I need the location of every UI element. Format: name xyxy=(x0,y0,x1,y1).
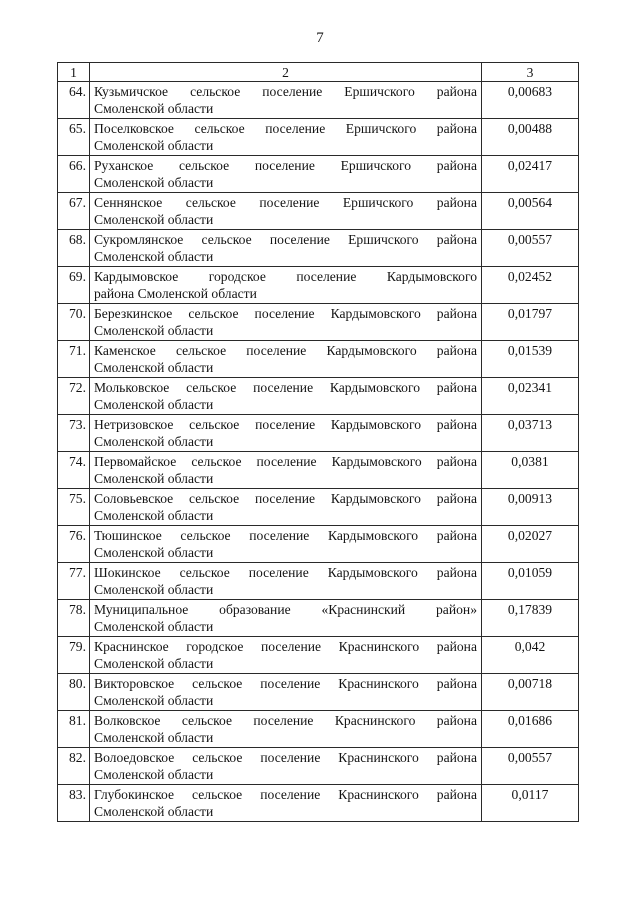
row-number: 70. xyxy=(58,304,90,341)
table-row xyxy=(58,341,579,378)
coefficient-value: 0,00557 xyxy=(482,230,579,267)
coefficient-value: 0,01059 xyxy=(482,563,579,600)
row-number: 66. xyxy=(58,156,90,193)
municipality-name-line1: Глубокинское сельское поселение Краснинского района xyxy=(94,787,477,802)
coefficient-value: 0,00913 xyxy=(482,489,579,526)
municipality-name xyxy=(90,415,482,452)
table-header-row xyxy=(58,63,579,82)
coefficient-value: 0,00718 xyxy=(482,674,579,711)
row-number: 71. xyxy=(58,341,90,378)
municipality-name-line2: Смоленской области xyxy=(94,618,214,634)
row-number: 78. xyxy=(58,600,90,637)
row-number: 69. xyxy=(58,267,90,304)
municipality-name-line1: Руханское сельское поселение Ершичского района xyxy=(94,158,477,173)
table-body xyxy=(58,82,579,822)
municipality-name-line2: Смоленской области xyxy=(94,174,214,190)
municipality-name xyxy=(90,748,482,785)
municipality-name xyxy=(90,267,482,304)
municipality-name xyxy=(90,230,482,267)
coefficient-value: 0,01686 xyxy=(482,711,579,748)
municipality-name-line1: Каменское сельское поселение Кардымовского района xyxy=(94,343,477,358)
table-row xyxy=(58,415,579,452)
municipality-name-line2: Смоленской области xyxy=(94,211,214,227)
municipality-name xyxy=(90,193,482,230)
table-row xyxy=(58,82,579,119)
municipality-name-line1: Соловьевское сельское поселение Кардымовского района xyxy=(94,491,477,506)
municipality-name xyxy=(90,526,482,563)
municipality-name-line1: Березкинское сельское поселение Кардымовского района xyxy=(94,306,477,321)
row-number: 75. xyxy=(58,489,90,526)
coefficient-value: 0,02341 xyxy=(482,378,579,415)
municipality-name xyxy=(90,156,482,193)
column-header-number: 1 xyxy=(58,63,90,82)
municipality-name-line2: Смоленской области xyxy=(94,692,214,708)
row-number: 64. xyxy=(58,82,90,119)
municipality-name-line1: Мольковское сельское поселение Кардымовского района xyxy=(94,380,477,395)
municipality-name xyxy=(90,452,482,489)
table-row xyxy=(58,267,579,304)
municipality-name xyxy=(90,304,482,341)
municipality-name-line2: Смоленской области xyxy=(94,729,214,745)
municipality-name-line1: Сеннянское сельское поселение Ершичского района xyxy=(94,195,477,210)
table-row xyxy=(58,526,579,563)
municipality-name-line2: Смоленской области xyxy=(94,322,214,338)
coefficient-value: 0,01539 xyxy=(482,341,579,378)
row-number: 79. xyxy=(58,637,90,674)
row-number: 82. xyxy=(58,748,90,785)
row-number: 76. xyxy=(58,526,90,563)
municipality-name-line2: Смоленской области xyxy=(94,433,214,449)
municipality-name-line1: Волковское сельское поселение Краснинского района xyxy=(94,713,477,728)
municipality-name-line2: Смоленской области xyxy=(94,137,214,153)
coefficient-value: 0,02452 xyxy=(482,267,579,304)
table-row xyxy=(58,193,579,230)
table-row xyxy=(58,563,579,600)
municipality-name-line2: Смоленской области xyxy=(94,359,214,375)
municipality-name-line1: Краснинское городское поселение Краснинского района xyxy=(94,639,477,654)
municipality-name xyxy=(90,637,482,674)
municipality-name xyxy=(90,674,482,711)
municipality-name-line1: Сукромлянское сельское поселение Ершичского района xyxy=(94,232,477,247)
row-number: 74. xyxy=(58,452,90,489)
coefficient-value: 0,0117 xyxy=(482,785,579,822)
row-number: 81. xyxy=(58,711,90,748)
coefficient-value: 0,00683 xyxy=(482,82,579,119)
table-row xyxy=(58,600,579,637)
municipality-name-line2: Смоленской области xyxy=(94,248,214,264)
municipality-table xyxy=(57,62,579,822)
table-row xyxy=(58,452,579,489)
row-number: 77. xyxy=(58,563,90,600)
row-number: 73. xyxy=(58,415,90,452)
table-row xyxy=(58,711,579,748)
table-row xyxy=(58,119,579,156)
municipality-name-line2: Смоленской области xyxy=(94,655,214,671)
municipality-name xyxy=(90,341,482,378)
municipality-name-line1: Волоедовское сельское поселение Краснинского района xyxy=(94,750,477,765)
municipality-name xyxy=(90,711,482,748)
column-header-value: 3 xyxy=(482,63,579,82)
coefficient-value: 0,042 xyxy=(482,637,579,674)
municipality-name-line2: Смоленской области xyxy=(94,544,214,560)
coefficient-value: 0,02417 xyxy=(482,156,579,193)
municipality-name-line2: Смоленской области xyxy=(94,100,214,116)
municipality-name-line2: Смоленской области xyxy=(94,766,214,782)
municipality-name-line2: Смоленской области xyxy=(94,507,214,523)
row-number: 80. xyxy=(58,674,90,711)
coefficient-value: 0,00488 xyxy=(482,119,579,156)
coefficient-value: 0,17839 xyxy=(482,600,579,637)
coefficient-value: 0,0381 xyxy=(482,452,579,489)
municipality-name-line1: Шокинское сельское поселение Кардымовского района xyxy=(94,565,477,580)
municipality-name-line2: Смоленской области xyxy=(94,581,214,597)
municipality-name xyxy=(90,119,482,156)
municipality-name-line1: Кузьмичское сельское поселение Ершичского района xyxy=(94,84,477,99)
municipality-name xyxy=(90,378,482,415)
row-number: 72. xyxy=(58,378,90,415)
municipality-name-line1: Поселковское сельское поселение Ершичского района xyxy=(94,121,477,136)
row-number: 83. xyxy=(58,785,90,822)
table-row xyxy=(58,230,579,267)
table-row xyxy=(58,637,579,674)
municipality-name-line1: Первомайское сельское поселение Кардымовского района xyxy=(94,454,477,469)
coefficient-value: 0,00564 xyxy=(482,193,579,230)
municipality-name-line1: Викторовское сельское поселение Краснинского района xyxy=(94,676,477,691)
row-number: 67. xyxy=(58,193,90,230)
municipality-name-line1: Муниципальное образование «Краснинский район» xyxy=(94,602,477,617)
municipality-name xyxy=(90,563,482,600)
table-row xyxy=(58,785,579,822)
table-row xyxy=(58,156,579,193)
column-header-name: 2 xyxy=(90,63,482,82)
coefficient-value: 0,01797 xyxy=(482,304,579,341)
municipality-name-line1: Кардымовское городское поселение Кардымовского xyxy=(94,269,477,284)
table-row xyxy=(58,304,579,341)
row-number: 68. xyxy=(58,230,90,267)
coefficient-value: 0,02027 xyxy=(482,526,579,563)
municipality-name-line2: Смоленской области xyxy=(94,470,214,486)
municipality-name-line1: Нетризовское сельское поселение Кардымовского района xyxy=(94,417,477,432)
table-row xyxy=(58,674,579,711)
table-row xyxy=(58,748,579,785)
coefficient-value: 0,00557 xyxy=(482,748,579,785)
municipality-name-line2: Смоленской области xyxy=(94,803,214,819)
table-row xyxy=(58,489,579,526)
municipality-name xyxy=(90,600,482,637)
table-row xyxy=(58,378,579,415)
municipality-name xyxy=(90,785,482,822)
municipality-name xyxy=(90,82,482,119)
municipality-name-line2: района Смоленской области xyxy=(94,285,257,301)
coefficient-value: 0,03713 xyxy=(482,415,579,452)
municipality-name xyxy=(90,489,482,526)
page-number: 7 xyxy=(316,30,324,46)
municipality-name-line1: Тюшинское сельское поселение Кардымовского района xyxy=(94,528,477,543)
row-number: 65. xyxy=(58,119,90,156)
municipality-name-line2: Смоленской области xyxy=(94,396,214,412)
